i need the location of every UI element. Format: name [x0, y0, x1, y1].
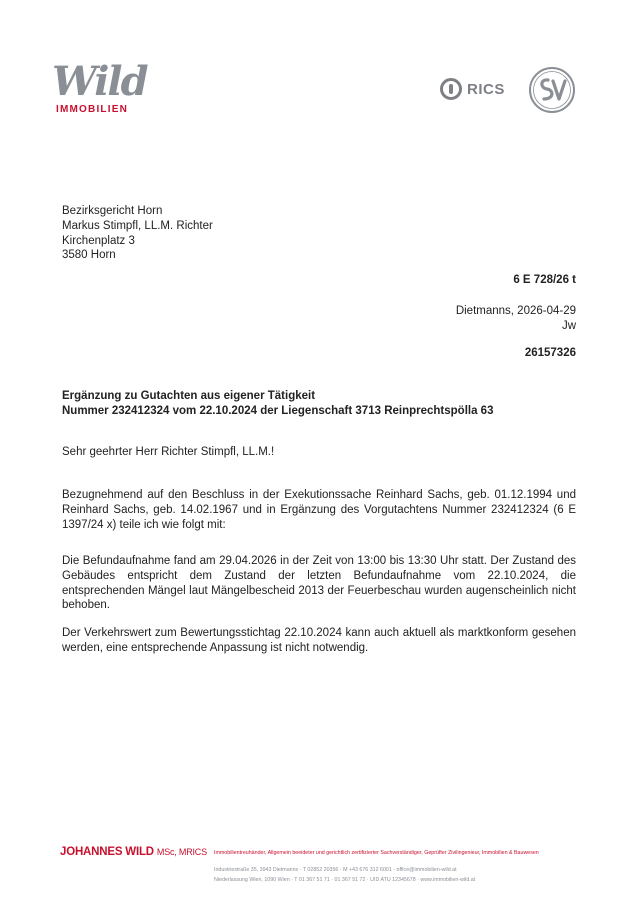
rics-mark-icon: [440, 78, 462, 100]
logo-script-text: Wild: [52, 58, 147, 105]
subject-line: Nummer 232412324 vom 22.10.2024 der Liegenschaft 3713 Reinprechtspölla 63: [62, 404, 494, 417]
recipient-line: Bezirksgericht Horn: [62, 205, 163, 217]
sv-seal-icon: [528, 66, 576, 114]
footer-contact-line: Industriestraße 35, 3943 Dietmanns · T 02852 20356 · M +43 676 312 6001 · office@immobilien-wild.at: [214, 867, 457, 873]
paragraph-inspection: Die Befundaufnahme fand am 29.04.2026 in der Zeit von 13:00 bis 13:30 Uhr statt. Der Zustand des Gebäudes entspricht dem Zustand der letzten Befundaufnahme vom 22.10.2024, die entsprechenden Mängel laut Mängelbescheid 2013 der Feuerbeschau wurden augenscheinlich nicht behoben.: [62, 555, 576, 612]
place-date: Dietmanns, 2026-04-29: [455, 305, 576, 317]
wild-immobilien-logo: [52, 58, 148, 115]
paragraph-market-value: Der Verkehrswert zum Bewertungsstichtag 22.10.2024 kann auch aktuell als marktkonform gesehen werden, eine entsprechende Anpassung ist nicht notwendig.: [62, 627, 576, 654]
footer-logo: [60, 846, 207, 858]
reference-number: 26157326: [524, 347, 576, 359]
footer-name: JOHANNES WILD: [60, 846, 154, 858]
logo-sub-text: IMMOBILIEN: [56, 104, 128, 115]
subject: [62, 389, 493, 419]
rics-logo: [440, 78, 505, 100]
footer-title-line: Immobilientreuhänder, Allgemein beeideter und gerichtlich zertifizierter Sachverständiger, Geprüfter Zivilingenieur, Immobilien & Bauwesen: [214, 850, 539, 856]
recipient-line: 3580 Horn: [62, 249, 116, 262]
case-number: 6 E 728/26 t: [513, 274, 576, 286]
paragraph-reference: Bezugnehmend auf den Beschluss in der Exekutionssache Reinhard Sachs, geb. 01.12.1994 und Reinhard Sachs, geb. 14.02.1967 und in Ergänzung des Vorgutachtens Nummer 232412324 (6 E 1397/24 x) teile ich wie folgt mit:: [62, 489, 576, 531]
salutation: Sehr geehrter Herr Richter Stimpfl, LL.M.!: [62, 446, 275, 458]
initials: Jw: [561, 320, 576, 332]
footer-branch-line: Niederlassung Wien, 1090 Wien · T 01 367 51 71 · 01 367 51 72 · UID ATU 12345678 · www.immobilien-wild.at: [214, 877, 476, 883]
recipient-line: Markus Stimpfl, LL.M. Richter: [62, 219, 213, 232]
footer-suffix: MSc, MRICS: [156, 847, 207, 857]
recipient-address: [62, 204, 213, 263]
rics-label: RICS: [467, 80, 505, 98]
subject-line: Ergänzung zu Gutachten aus eigener Tätigkeit: [62, 390, 316, 402]
recipient-line: Kirchenplatz 3: [62, 234, 135, 247]
